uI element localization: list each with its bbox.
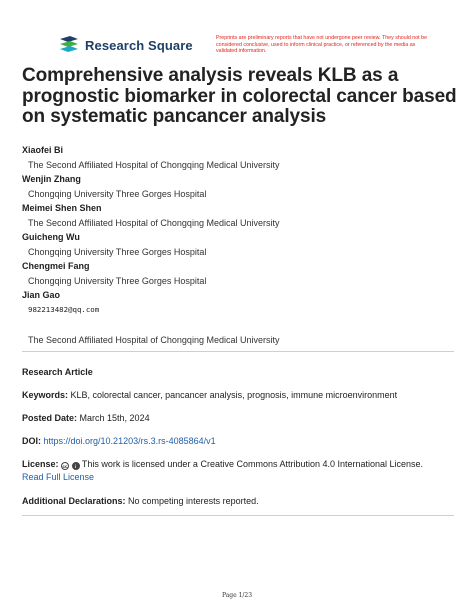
declarations-value: No competing interests reported. — [128, 496, 259, 506]
author-affiliation: The Second Affiliated Hospital of Chongqing Medical University — [28, 159, 280, 170]
keywords-label: Keywords: — [22, 390, 69, 400]
author-entry — [22, 143, 462, 172]
by-icon: i — [72, 462, 80, 470]
doi-label: DOI: — [22, 436, 41, 446]
author-entry — [22, 230, 462, 259]
author-entry — [22, 201, 462, 230]
article-type — [22, 366, 462, 379]
author-name: Jian Gao — [22, 290, 61, 300]
author-affiliation: The Second Affiliated Hospital of Chongqing Medical University — [28, 217, 280, 228]
author-name: Meimei Shen Shen — [22, 203, 102, 213]
posted-date-label: Posted Date: — [22, 413, 78, 423]
license — [22, 458, 462, 483]
doi — [22, 435, 462, 448]
divider — [22, 351, 454, 352]
divider — [22, 515, 454, 516]
preprint-notice: Preprints are preliminary reports that have not undergone peer review. They should not be considered conclusive, used to inform clinical practice, or referenced by the media as validated information. — [216, 35, 428, 55]
license-text: This work is licensed under a Creative Commons Attribution 4.0 International License. — [81, 459, 424, 469]
author-name: Chengmei Fang — [22, 261, 90, 271]
author-affiliation: The Second Affiliated Hospital of Chongqing Medical University — [28, 334, 280, 345]
posted-date — [22, 412, 462, 425]
research-square-logo — [58, 36, 193, 54]
keywords-value: KLB, colorectal cancer, pancancer analysis, prognosis, immune microenvironment — [70, 390, 398, 400]
author-entry — [22, 288, 462, 346]
declarations — [22, 495, 462, 508]
cc-icon: cc — [62, 464, 68, 469]
posted-date-value: March 15th, 2024 — [79, 413, 150, 423]
author-list — [22, 143, 462, 346]
read-full-license-link[interactable]: Read Full License — [22, 471, 95, 482]
declarations-label: Additional Declarations: — [22, 496, 126, 506]
page-number: Page 1/23 — [221, 592, 253, 599]
doi-link[interactable]: https://doi.org/10.21203/rs.3.rs-4085864/v1 — [43, 436, 216, 446]
article-type-value: Research Article — [22, 367, 93, 377]
author-name: Xiaofei Bi — [22, 145, 64, 155]
license-label: License: — [22, 459, 59, 469]
author-affiliation: Chongqing University Three Gorges Hospital — [28, 246, 207, 257]
author-name: Wenjin Zhang — [22, 174, 81, 184]
author-email[interactable]: 982213482@qq.com — [28, 304, 100, 314]
author-name: Guicheng Wu — [22, 232, 80, 242]
author-affiliation: Chongqing University Three Gorges Hospital — [28, 275, 207, 286]
research-square-logo-icon — [58, 36, 80, 54]
author-entry — [22, 259, 462, 288]
keywords — [22, 389, 462, 402]
author-affiliation: Chongqing University Three Gorges Hospital — [28, 188, 207, 199]
paper-title: Comprehensive analysis reveals KLB as a prognostic biomarker in colorectal cancer based on systematic pancancer analysis — [22, 65, 457, 127]
logo-text: Research Square — [85, 37, 193, 53]
author-entry — [22, 172, 462, 201]
